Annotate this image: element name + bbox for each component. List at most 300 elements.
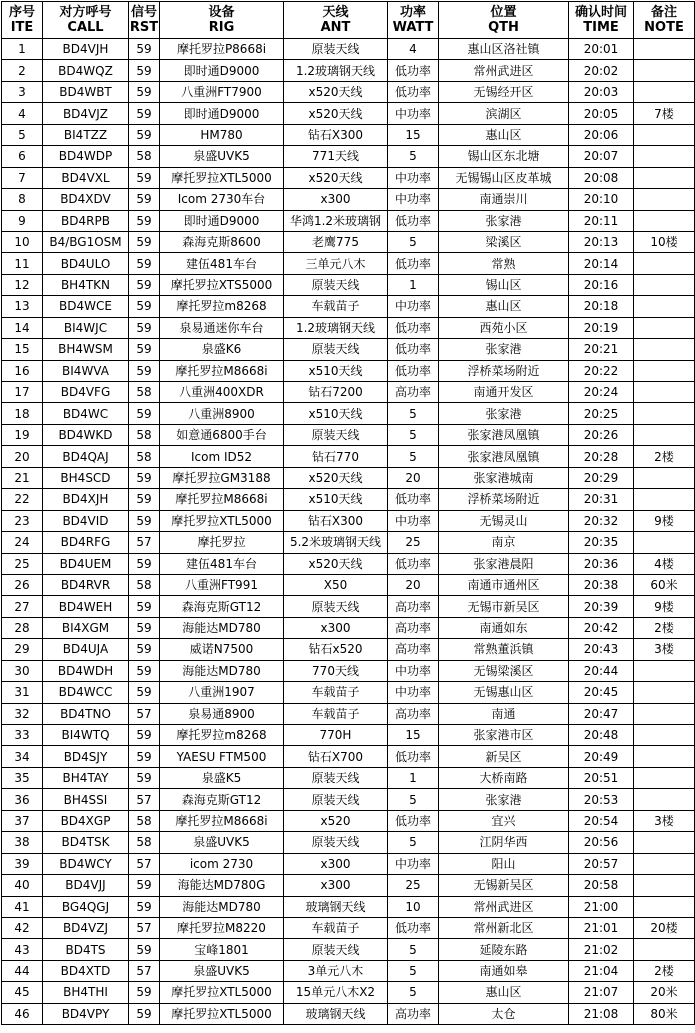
- cell-qth: 张家港晨阳: [439, 553, 569, 574]
- cell-rig: 建伍481车台: [160, 253, 284, 274]
- cell-watt: 5: [388, 789, 439, 810]
- cell-note: [634, 274, 695, 295]
- cell-call: BI4WVA: [43, 360, 129, 381]
- cell-ant: x300: [284, 189, 388, 210]
- cell-call: BD4XDV: [43, 189, 129, 210]
- cell-note: [634, 167, 695, 188]
- cell-qth: 惠山区: [439, 982, 569, 1003]
- cell-call: BD4QAJ: [43, 446, 129, 467]
- cell-note: [634, 253, 695, 274]
- cell-rst: 59: [129, 746, 160, 767]
- cell-call: BH4SCD: [43, 467, 129, 488]
- cell-time: 20:16: [569, 274, 634, 295]
- cell-ant: 原装天线: [284, 832, 388, 853]
- cell-watt: 中功率: [388, 682, 439, 703]
- table-row: [2, 832, 695, 853]
- cell-rst: 57: [129, 789, 160, 810]
- cell-ite: 5: [2, 124, 43, 145]
- header-rig-en: RIG: [208, 20, 235, 35]
- cell-rst: 59: [129, 725, 160, 746]
- cell-qth: 南京: [439, 532, 569, 553]
- header-qth-cn: 位置: [490, 5, 517, 20]
- cell-call: BG4QGJ: [43, 896, 129, 917]
- cell-note: [634, 339, 695, 360]
- cell-rst: 59: [129, 875, 160, 896]
- cell-ite: 30: [2, 660, 43, 681]
- cell-ant: 原装天线: [284, 767, 388, 788]
- cell-ite: 1: [2, 39, 43, 60]
- cell-watt: 低功率: [388, 317, 439, 338]
- cell-note: 2楼: [634, 617, 695, 638]
- cell-time: 20:07: [569, 146, 634, 167]
- cell-ite: 35: [2, 767, 43, 788]
- cell-rst: 58: [129, 832, 160, 853]
- cell-note: 9楼: [634, 510, 695, 531]
- cell-note: 3楼: [634, 639, 695, 660]
- cell-rst: 59: [129, 81, 160, 102]
- cell-qth: 大桥南路: [439, 767, 569, 788]
- cell-rig: 摩托罗拉XTL5000: [160, 167, 284, 188]
- cell-call: BD4VFG: [43, 382, 129, 403]
- cell-ite: 46: [2, 1003, 43, 1024]
- cell-note: 80米: [634, 1003, 695, 1024]
- cell-note: [634, 832, 695, 853]
- header-rst-cn: 信号: [130, 5, 157, 20]
- cell-qth: 阳山: [439, 853, 569, 874]
- cell-rig: 摩托罗拉: [160, 532, 284, 553]
- cell-note: [634, 853, 695, 874]
- cell-rig: 八重洲8900: [160, 403, 284, 424]
- cell-note: [634, 317, 695, 338]
- cell-watt: 5: [388, 982, 439, 1003]
- cell-qth: 张家港: [439, 339, 569, 360]
- table-row: [2, 167, 695, 188]
- cell-note: [634, 124, 695, 145]
- table-row: [2, 103, 695, 124]
- table-row: [2, 39, 695, 60]
- cell-rig: 森海克斯GT12: [160, 596, 284, 617]
- cell-note: [634, 746, 695, 767]
- cell-time: 21:07: [569, 982, 634, 1003]
- cell-qth: 无锡市新吴区: [439, 596, 569, 617]
- header-ant: [284, 2, 388, 39]
- table-row: [2, 553, 695, 574]
- cell-rig: 泉盛UVK5: [160, 146, 284, 167]
- table-row: [2, 660, 695, 681]
- cell-ant: 三单元八木: [284, 253, 388, 274]
- cell-call: BI4TZZ: [43, 124, 129, 145]
- cell-call: BD4VJZ: [43, 103, 129, 124]
- cell-watt: 1: [388, 274, 439, 295]
- cell-note: 7楼: [634, 103, 695, 124]
- cell-rst: 59: [129, 274, 160, 295]
- cell-watt: 中功率: [388, 510, 439, 531]
- cell-watt: 中功率: [388, 853, 439, 874]
- cell-call: BH4SSI: [43, 789, 129, 810]
- cell-rig: 泉易通8900: [160, 703, 284, 724]
- cell-call: BD4WDP: [43, 146, 129, 167]
- cell-qth: 太仓: [439, 1003, 569, 1024]
- cell-watt: 20: [388, 574, 439, 595]
- table-row: [2, 146, 695, 167]
- cell-time: 20:26: [569, 424, 634, 445]
- cell-time: 20:32: [569, 510, 634, 531]
- cell-time: 20:05: [569, 103, 634, 124]
- cell-note: [634, 210, 695, 231]
- cell-watt: 5: [388, 446, 439, 467]
- cell-rig: Icom 2730车台: [160, 189, 284, 210]
- header-rst: [129, 2, 160, 39]
- cell-time: 20:14: [569, 253, 634, 274]
- cell-watt: 5: [388, 146, 439, 167]
- cell-ite: 18: [2, 403, 43, 424]
- cell-time: 20:36: [569, 553, 634, 574]
- cell-qth: 浮桥菜场附近: [439, 360, 569, 381]
- cell-call: BD4RPB: [43, 210, 129, 231]
- table-row: [2, 875, 695, 896]
- cell-time: 20:43: [569, 639, 634, 660]
- cell-rst: 59: [129, 617, 160, 638]
- cell-note: 2楼: [634, 446, 695, 467]
- cell-time: 20:49: [569, 746, 634, 767]
- cell-watt: 10: [388, 896, 439, 917]
- cell-call: BD4WCC: [43, 682, 129, 703]
- table-row: [2, 124, 695, 145]
- cell-ite: 45: [2, 982, 43, 1003]
- cell-watt: 低功率: [388, 810, 439, 831]
- table-row: [2, 253, 695, 274]
- cell-ite: 25: [2, 553, 43, 574]
- cell-rst: 57: [129, 917, 160, 938]
- cell-rst: 59: [129, 510, 160, 531]
- cell-call: BD4ULO: [43, 253, 129, 274]
- cell-ant: 钻石X300: [284, 510, 388, 531]
- table-row: [2, 767, 695, 788]
- cell-note: [634, 424, 695, 445]
- cell-call: BH4THI: [43, 982, 129, 1003]
- cell-rst: 59: [129, 596, 160, 617]
- cell-rig: 摩托罗拉GM3188: [160, 467, 284, 488]
- cell-call: BD4WQZ: [43, 60, 129, 81]
- header-ite-cn: 序号: [8, 5, 35, 20]
- cell-call: BD4VJH: [43, 39, 129, 60]
- header-call-cn: 对方呼号: [59, 5, 112, 20]
- cell-time: 20:58: [569, 875, 634, 896]
- cell-watt: 高功率: [388, 1003, 439, 1024]
- table-row: [2, 703, 695, 724]
- cell-call: BD4VPY: [43, 1003, 129, 1024]
- cell-time: 20:10: [569, 189, 634, 210]
- cell-qth: 惠山区洛社镇: [439, 39, 569, 60]
- cell-ant: 车载苗子: [284, 682, 388, 703]
- cell-ite: 4: [2, 103, 43, 124]
- table-row: [2, 403, 695, 424]
- cell-note: [634, 489, 695, 510]
- cell-call: BD4SJY: [43, 746, 129, 767]
- cell-ant: x520天线: [284, 103, 388, 124]
- cell-ant: 老鹰775: [284, 231, 388, 252]
- header-ant-cn: 天线: [322, 5, 349, 20]
- cell-call: BD4WEH: [43, 596, 129, 617]
- cell-watt: 5: [388, 231, 439, 252]
- cell-call: BH4TAY: [43, 767, 129, 788]
- table-row: [2, 210, 695, 231]
- cell-watt: 4: [388, 39, 439, 60]
- cell-rig: 摩托罗拉M8220: [160, 917, 284, 938]
- cell-call: BD4TS: [43, 939, 129, 960]
- cell-ite: 31: [2, 682, 43, 703]
- cell-time: 20:54: [569, 810, 634, 831]
- cell-rig: 森海克斯GT12: [160, 789, 284, 810]
- header-note-cn: 备注: [650, 5, 677, 20]
- cell-ite: 20: [2, 446, 43, 467]
- cell-rst: 59: [129, 339, 160, 360]
- cell-time: 20:03: [569, 81, 634, 102]
- cell-ant: 钻石x520: [284, 639, 388, 660]
- cell-rst: 59: [129, 403, 160, 424]
- cell-call: BD4RVR: [43, 574, 129, 595]
- cell-rst: 59: [129, 639, 160, 660]
- cell-call: BH4WSM: [43, 339, 129, 360]
- cell-rst: 59: [129, 124, 160, 145]
- cell-rst: 59: [129, 103, 160, 124]
- cell-watt: 低功率: [388, 360, 439, 381]
- cell-rst: 59: [129, 660, 160, 681]
- cell-ant: x520天线: [284, 167, 388, 188]
- cell-ant: 华鸿1.2米玻璃钢: [284, 210, 388, 231]
- table-row: [2, 189, 695, 210]
- cell-qth: 南通: [439, 703, 569, 724]
- cell-qth: 宜兴: [439, 810, 569, 831]
- cell-rst: 57: [129, 960, 160, 981]
- cell-watt: 中功率: [388, 660, 439, 681]
- cell-watt: 低功率: [388, 210, 439, 231]
- cell-qth: 梁溪区: [439, 231, 569, 252]
- header-qth: [439, 2, 569, 39]
- cell-time: 20:35: [569, 532, 634, 553]
- cell-watt: 5: [388, 403, 439, 424]
- cell-ant: 钻石X700: [284, 746, 388, 767]
- cell-ant: x520天线: [284, 553, 388, 574]
- cell-rig: 即时通D9000: [160, 210, 284, 231]
- table-row: [2, 231, 695, 252]
- cell-rig: 摩托罗拉P8668i: [160, 39, 284, 60]
- cell-note: [634, 382, 695, 403]
- header-rst-en: RST: [129, 20, 159, 35]
- cell-rst: 58: [129, 424, 160, 445]
- cell-qth: 张家港: [439, 210, 569, 231]
- cell-time: 21:01: [569, 917, 634, 938]
- cell-ite: 28: [2, 617, 43, 638]
- table-row: [2, 339, 695, 360]
- cell-ant: x520天线: [284, 81, 388, 102]
- cell-time: 20:31: [569, 489, 634, 510]
- table-row: [2, 960, 695, 981]
- cell-note: [634, 360, 695, 381]
- cell-ant: 770天线: [284, 660, 388, 681]
- cell-ite: 12: [2, 274, 43, 295]
- table-row: [2, 853, 695, 874]
- cell-note: [634, 767, 695, 788]
- cell-rst: 59: [129, 553, 160, 574]
- cell-ite: 38: [2, 832, 43, 853]
- cell-rig: 摩托罗拉m8268: [160, 725, 284, 746]
- cell-rst: 59: [129, 167, 160, 188]
- cell-watt: 低功率: [388, 746, 439, 767]
- cell-call: BD4VXL: [43, 167, 129, 188]
- cell-rig: 泉盛UVK5: [160, 960, 284, 981]
- cell-note: [634, 60, 695, 81]
- cell-rig: 即时通D9000: [160, 103, 284, 124]
- cell-time: 20:45: [569, 682, 634, 703]
- cell-ant: 771天线: [284, 146, 388, 167]
- cell-watt: 高功率: [388, 639, 439, 660]
- cell-rst: 59: [129, 682, 160, 703]
- cell-ite: 3: [2, 81, 43, 102]
- cell-call: BI4WTQ: [43, 725, 129, 746]
- cell-ant: 车载苗子: [284, 917, 388, 938]
- cell-rig: 摩托罗拉M8668i: [160, 360, 284, 381]
- cell-rig: 海能达MD780: [160, 617, 284, 638]
- cell-watt: 低功率: [388, 339, 439, 360]
- cell-rst: 58: [129, 382, 160, 403]
- cell-ant: x510天线: [284, 489, 388, 510]
- cell-ite: 8: [2, 189, 43, 210]
- cell-watt: 5: [388, 939, 439, 960]
- cell-call: BD4WCE: [43, 296, 129, 317]
- cell-time: 20:01: [569, 39, 634, 60]
- cell-ite: 43: [2, 939, 43, 960]
- cell-ite: 6: [2, 146, 43, 167]
- cell-note: [634, 146, 695, 167]
- cell-rig: 泉盛UVK5: [160, 832, 284, 853]
- cell-ant: 770H: [284, 725, 388, 746]
- cell-ant: 原装天线: [284, 424, 388, 445]
- cell-call: BD4XTD: [43, 960, 129, 981]
- cell-call: BD4WC: [43, 403, 129, 424]
- cell-watt: 低功率: [388, 917, 439, 938]
- cell-ite: 16: [2, 360, 43, 381]
- cell-rig: 海能达MD780: [160, 896, 284, 917]
- cell-ant: 1.2玻璃钢天线: [284, 317, 388, 338]
- cell-time: 20:19: [569, 317, 634, 338]
- cell-rig: YAESU FTM500: [160, 746, 284, 767]
- cell-time: 20:13: [569, 231, 634, 252]
- cell-ant: 1.2玻璃钢天线: [284, 60, 388, 81]
- cell-watt: 低功率: [388, 60, 439, 81]
- cell-qth: 无锡经开区: [439, 81, 569, 102]
- cell-qth: 张家港凤凰镇: [439, 424, 569, 445]
- cell-call: BD4VID: [43, 510, 129, 531]
- table-row: [2, 574, 695, 595]
- cell-ant: X50: [284, 574, 388, 595]
- cell-qth: 无锡新吴区: [439, 875, 569, 896]
- header-call-en: CALL: [67, 20, 104, 35]
- cell-qth: 南通如东: [439, 617, 569, 638]
- cell-rig: 摩托罗拉M8668i: [160, 489, 284, 510]
- table-row: [2, 982, 695, 1003]
- cell-time: 20:38: [569, 574, 634, 595]
- cell-note: [634, 703, 695, 724]
- cell-watt: 低功率: [388, 253, 439, 274]
- cell-ite: 34: [2, 746, 43, 767]
- cell-qth: 常熟董浜镇: [439, 639, 569, 660]
- cell-watt: 5: [388, 832, 439, 853]
- cell-watt: 高功率: [388, 703, 439, 724]
- cell-ant: x300: [284, 617, 388, 638]
- cell-qth: 浮桥菜场附近: [439, 489, 569, 510]
- cell-watt: 15: [388, 124, 439, 145]
- cell-call: B4/BG1OSM: [43, 231, 129, 252]
- cell-qth: 南通崇川: [439, 189, 569, 210]
- cell-ite: 21: [2, 467, 43, 488]
- table-row: [2, 467, 695, 488]
- cell-ant: 3单元八木: [284, 960, 388, 981]
- cell-call: BH4TKN: [43, 274, 129, 295]
- cell-rst: 59: [129, 210, 160, 231]
- header-rig: [160, 2, 284, 39]
- cell-rig: icom 2730: [160, 853, 284, 874]
- cell-note: 10楼: [634, 231, 695, 252]
- cell-time: 20:21: [569, 339, 634, 360]
- table-row: [2, 896, 695, 917]
- cell-ite: 39: [2, 853, 43, 874]
- table-body: [2, 39, 695, 1025]
- cell-rst: 59: [129, 39, 160, 60]
- cell-watt: 20: [388, 467, 439, 488]
- cell-qth: 锡山区东北塘: [439, 146, 569, 167]
- table-row: [2, 60, 695, 81]
- cell-ite: 29: [2, 639, 43, 660]
- header-ant-en: ANT: [320, 20, 351, 35]
- cell-call: BD4WDH: [43, 660, 129, 681]
- cell-rig: 威诺N7500: [160, 639, 284, 660]
- cell-qth: 新吴区: [439, 746, 569, 767]
- cell-ant: 原装天线: [284, 39, 388, 60]
- cell-ant: 玻璃钢天线: [284, 896, 388, 917]
- cell-time: 20:53: [569, 789, 634, 810]
- cell-note: 3楼: [634, 810, 695, 831]
- cell-time: 21:02: [569, 939, 634, 960]
- cell-rst: 59: [129, 1003, 160, 1024]
- header-rig-cn: 设备: [208, 5, 235, 20]
- cell-ite: 17: [2, 382, 43, 403]
- cell-note: [634, 189, 695, 210]
- cell-qth: 滨湖区: [439, 103, 569, 124]
- cell-time: 20:18: [569, 296, 634, 317]
- table-row: [2, 810, 695, 831]
- cell-time: 20:48: [569, 725, 634, 746]
- table-row: [2, 939, 695, 960]
- cell-ite: 42: [2, 917, 43, 938]
- cell-note: 60米: [634, 574, 695, 595]
- header-time: [569, 2, 634, 39]
- cell-ite: 13: [2, 296, 43, 317]
- cell-ite: 23: [2, 510, 43, 531]
- cell-rst: 59: [129, 60, 160, 81]
- cell-ant: 15单元八木X2: [284, 982, 388, 1003]
- cell-rig: 泉易通迷你车台: [160, 317, 284, 338]
- cell-note: 20楼: [634, 917, 695, 938]
- cell-watt: 低功率: [388, 553, 439, 574]
- cell-rst: 57: [129, 853, 160, 874]
- cell-qth: 张家港凤凰镇: [439, 446, 569, 467]
- cell-watt: 中功率: [388, 103, 439, 124]
- qso-log-table: [1, 1, 695, 1025]
- cell-qth: 无锡惠山区: [439, 682, 569, 703]
- table-row: [2, 789, 695, 810]
- cell-rig: 即时通D9000: [160, 60, 284, 81]
